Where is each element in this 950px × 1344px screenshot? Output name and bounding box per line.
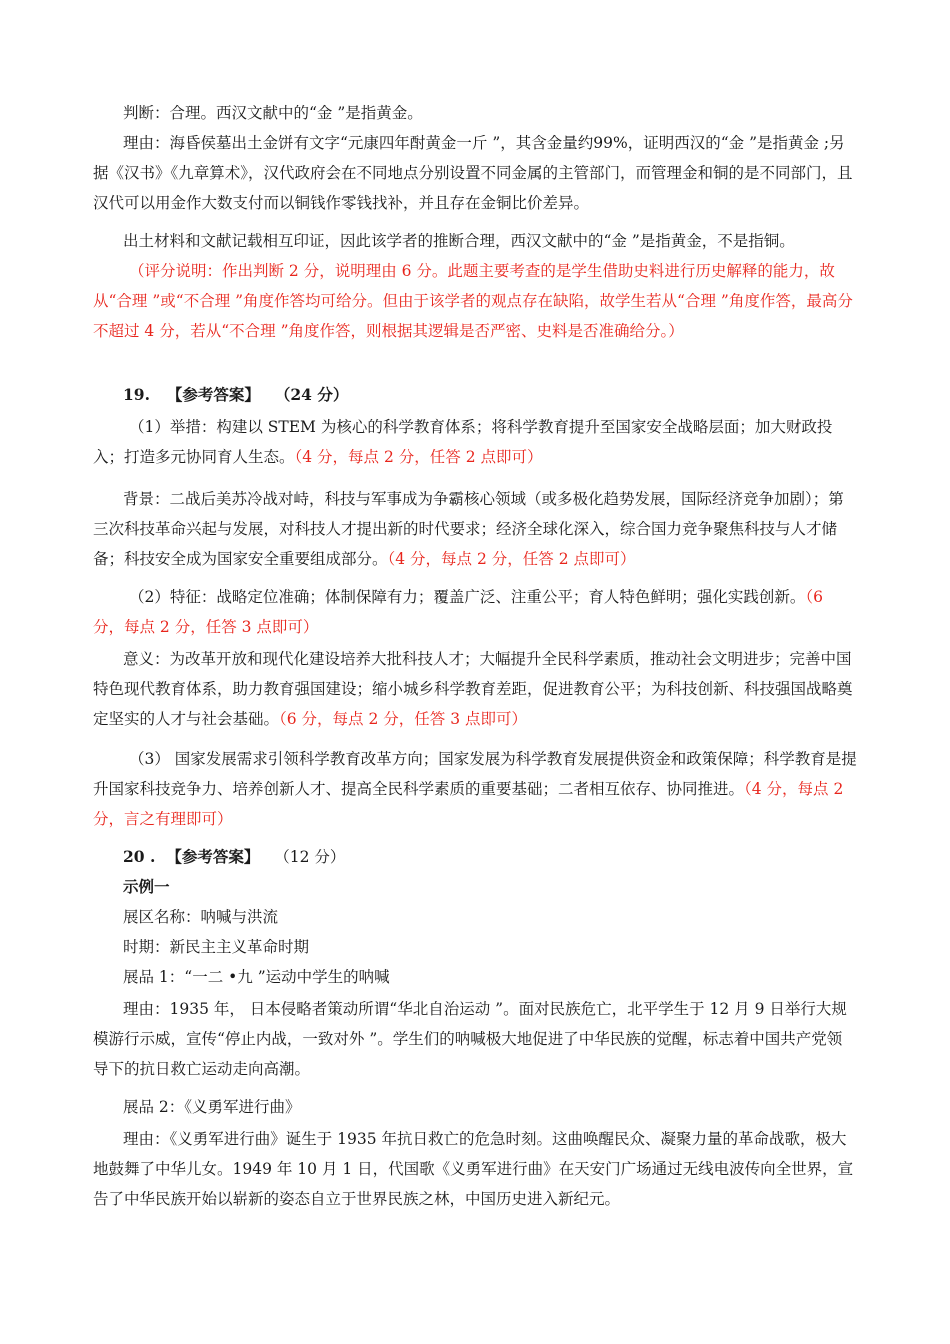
q19-part1-note: （4 分，每点 2 分，任答 2 点即可） <box>294 448 543 466</box>
q19-part2-note: （6 分，每点 2 分，任答 3 点即可） <box>93 588 823 636</box>
q20-exhibit-name: 展区名称：呐喊与洪流 <box>123 908 279 926</box>
q19-number: 19. <box>123 385 150 404</box>
q18-conclusion: 出土材料和文献记载相互印证，因此该学者的推断合理，西汉文献中的“金 ”是指黄金，不是指铜。 <box>123 232 795 250</box>
q19-part2-sig-text: 意义：为改革开放和现代化建设培养大批科技人才；大幅提升全民科学素质，推动社会文明进步；完善中国特色现代教育体系，助力教育强国建设；缩小城乡科学教育差距，促进教育公平；为科技创新、科技强国战略奠定坚实的人才与社会基础。 <box>93 650 853 728</box>
q20-period: 时期：新民主主义革命时期 <box>123 938 310 956</box>
q18-judgment: 判断：合理。西汉文献中的“金 ”是指黄金。 <box>123 104 423 122</box>
q20-item1: 展品 1：“一二 •九 ”运动中学生的呐喊 <box>123 968 390 986</box>
q19-part2-text: （2）特征：战略定位准确；体制保障有力；覆盖广泛、注重公平；育人特色鲜明；强化实践创新。 <box>129 588 806 606</box>
q19-answer-tag: 【参考答案】 <box>166 385 260 404</box>
q19-part1-bg-text: 背景：二战后美苏冷战对峙，科技与军事成为争霸核心领域（或多极化趋势发展，国际经济竞争加剧）；第三次科技革命兴起与发展，对科技人才提出新的时代要求；经济全球化深入，综合国力竞争聚焦科技与人才储备；科技安全成为国家安全重要组成部分。 <box>93 490 844 568</box>
q20-number: 20 . <box>123 847 156 866</box>
q19-part2-sig-note: （6 分，每点 2 分，任答 3 点即可） <box>279 710 527 728</box>
q20-heading <box>123 842 857 872</box>
q19-part3-text: （3） 国家发展需求引领科学教育改革方向；国家发展为科学教育发展提供资金和政策保障；科学教育是提升国家科技竞争力、培养创新人才、提高全民科学素质的重要基础；二者相互依存、协同推进。 <box>93 750 857 798</box>
q20-score: （12 分） <box>274 848 346 866</box>
q20-example-label: 示例一 <box>123 877 170 896</box>
q19-part3 <box>93 744 857 834</box>
q19-part1-background <box>93 484 857 574</box>
q19-part1-text: （1）举措：构建以 STEM 为核心的科学教育体系；将科学教育提升至国家安全战略层面；加大财政投入；打造多元协同育人生态。 <box>93 418 833 466</box>
q20-item1-reason: 理由：1935 年， 日本侵略者策动所谓“华北自治运动 ”。面对民族危亡，北平学生于 12 月 9 日举行大规模游行示威，宣传“停止内战，一致对外 ”。学生们的呐喊极大地促进了中华民族的觉醒，标志着中国共产党领导下的抗日救亡运动走向高潮。 <box>93 1000 847 1078</box>
q18-scoring-note: （评分说明：作出判断 2 分，说明理由 6 分。此题主要考查的是学生借助史料进行历史解释的能力，故从“合理 ”或“不合理 ”角度作答均可给分。但由于该学者的观点存在缺陷，故学生若从“合理 ”角度作答，最高分不超过 4 分，若从“不合理 ”角度作答，则根据其逻辑是否严密、史料是否准确给分。） <box>93 262 853 340</box>
q20-item2-reason: 理由：《义勇军进行曲》诞生于 1935 年抗日救亡的危急时刻。这曲唤醒民众、凝聚力量的革命战歌，极大地鼓舞了中华儿女。1949 年 10 月 1 日，代国歌《义勇军进行曲》在天安门广场通过无线电波传向全世界，宣告了中华民族开始以崭新的姿态自立于世界民族之林，中国历史进入新纪元。 <box>93 1130 854 1208</box>
q19-score: （24 分） <box>274 385 349 404</box>
q20-answer-tag: 【参考答案】 <box>166 847 260 866</box>
q19-part1-measures <box>93 412 857 472</box>
q19-part2-significance <box>93 644 857 734</box>
q20-item2: 展品 2：《义勇军进行曲》 <box>123 1098 301 1116</box>
q19-part1-bg-note: （4 分，每点 2 分，任答 2 点即可） <box>387 550 636 568</box>
q19-part3-note: （4 分，每点 2 分，言之有理即可） <box>93 780 844 828</box>
q18-reason: 理由：海昏侯墓出土金饼有文字“元康四年酎黄金一斤 ”，其含金量约99%，证明西汉的“金 ”是指黄金 ;另据《汉书》《九章算术》，汉代政府会在不同地点分别设置不同金属的主管部门，而管理金和铜的是不同部门，且汉代可以用金作大数支付而以铜钱作零钱找补，并且存在金铜比价差异。 <box>93 134 853 212</box>
q19-heading <box>123 380 857 410</box>
q19-part2-features <box>93 582 857 642</box>
